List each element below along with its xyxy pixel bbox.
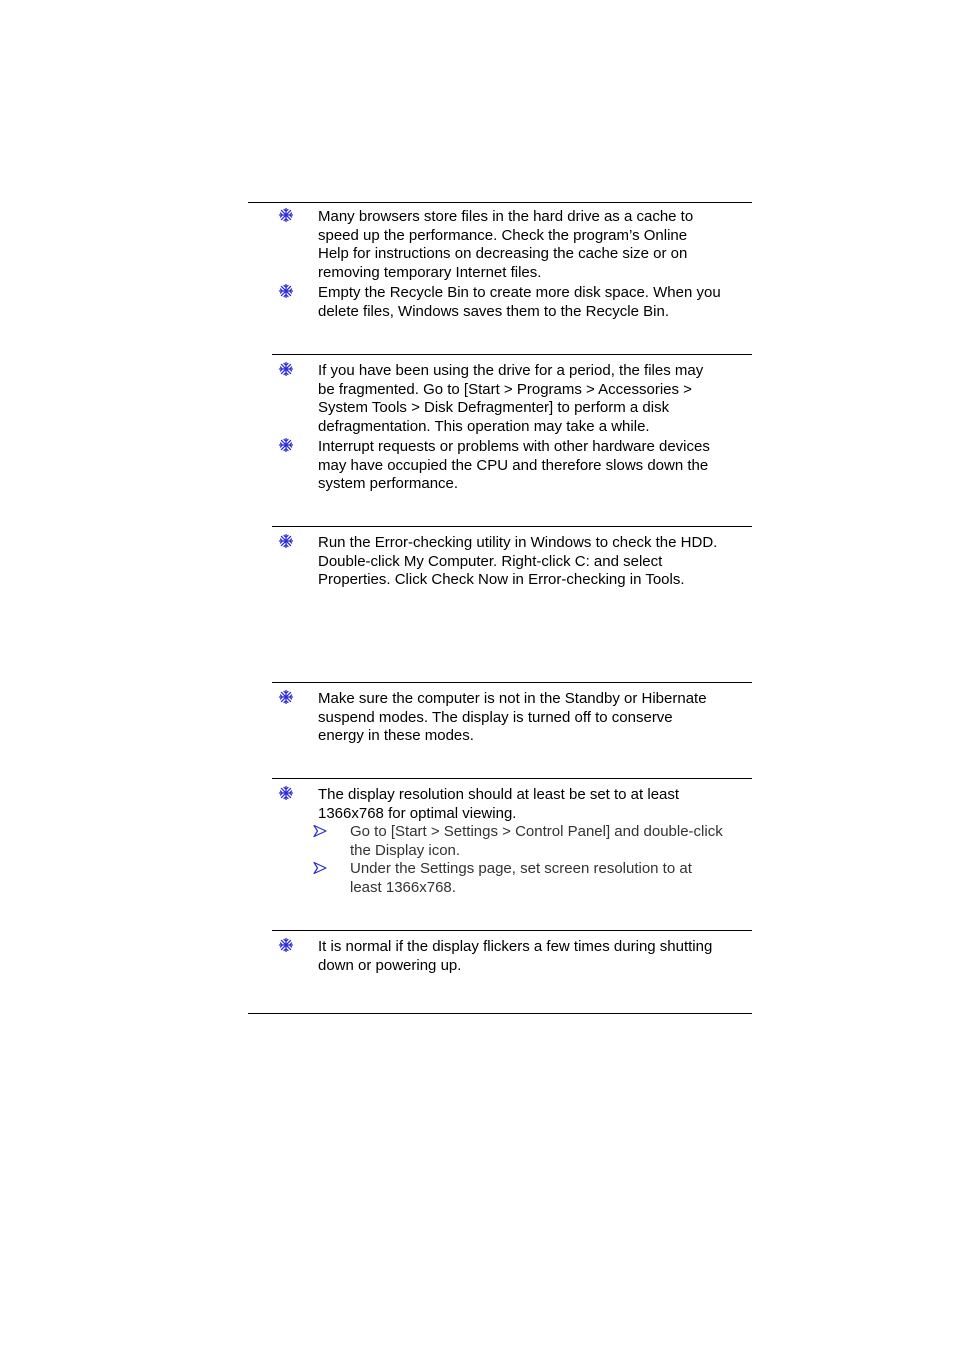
arrowhead-bullet-icon [312,823,328,839]
list-item-text: Many browsers store files in the hard drive as a cache to speed up the performance. Check the program’s Online Help for instructions on decreasing the cache size or on removing temporary Internet files. [318,208,694,281]
section-divider [272,682,752,683]
snowflake-bullet-icon [278,533,294,549]
snowflake-bullet-icon [278,785,294,801]
bottom-divider [248,1013,752,1014]
section-divider [272,778,752,779]
section-divider [272,526,752,527]
snowflake-bullet-icon [278,937,294,953]
section-divider [272,354,752,355]
snowflake-bullet-icon [278,437,294,453]
list-item-text: If you have been using the drive for a period, the files may be fragmented. Go to [Start > Programs > Accessories > System Tools > Disk Defragmenter] to perform a disk defragmentation. This operation may take a while. [318,362,704,435]
top-divider [248,202,752,203]
snowflake-bullet-icon [278,689,294,705]
snowflake-bullet-icon [278,283,294,299]
list-item-text: The display resolution should at least be set to at least 1366x768 for optimal viewing. [318,786,680,822]
list-item-text: Empty the Recycle Bin to create more disk space. When you delete files, Windows saves them to the Recycle Bin. [318,284,721,320]
list-item-text: It is normal if the display flickers a few times during shutting down or powering up. [318,938,713,974]
arrowhead-bullet-icon [312,860,328,876]
list-item-text: Make sure the computer is not in the Standby or Hibernate suspend modes. The display is turned off to conserve energy in these modes. [318,690,707,744]
list-item-text: Run the Error-checking utility in Windows to check the HDD. Double-click My Computer. Right-click C: and select Properties. Click Check Now in Error-checking in Tools. [318,534,718,588]
sub-list-item-text: Go to [Start > Settings > Control Panel] and double-click the Display icon. [350,823,723,859]
snowflake-bullet-icon [278,361,294,377]
section-divider [272,930,752,931]
snowflake-bullet-icon [278,207,294,223]
sub-list-item-text: Under the Settings page, set screen resolution to at least 1366x768. [350,860,692,896]
list-item-text: Interrupt requests or problems with other hardware devices may have occupied the CPU and therefore slows down the system performance. [318,438,710,492]
